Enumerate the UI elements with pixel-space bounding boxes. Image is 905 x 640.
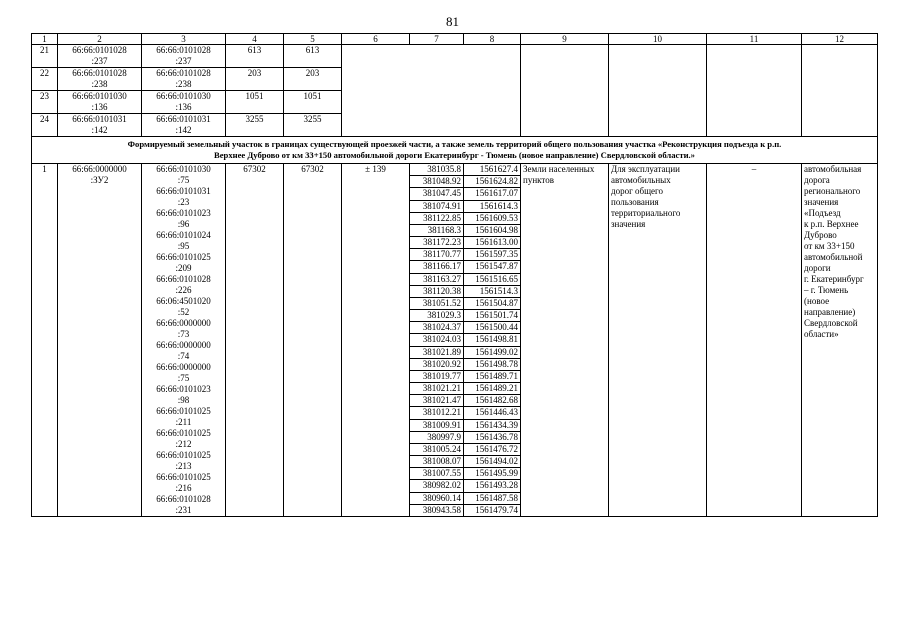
encumbrance-cell: – <box>707 164 802 517</box>
source-plots-cell-line: 66:66:0101024 <box>156 230 211 240</box>
row-number-cell: 1 <box>32 164 58 517</box>
road-name-cell-line: г. Екатеринбург <box>804 274 864 284</box>
source-plots-cell-line: 66:66:0000000 <box>156 340 211 350</box>
empty-cell <box>609 45 707 137</box>
land-plot-table <box>31 33 878 517</box>
coord-y-cell: 1561504.87 <box>464 297 521 309</box>
coord-x-cell: 381047.45 <box>410 188 464 200</box>
column-number: 3 <box>142 34 226 45</box>
source-plots-cell-line: :216 <box>175 483 192 493</box>
coord-x-cell: 381120.38 <box>410 285 464 297</box>
road-name-cell-line: – г. Тюмень <box>804 285 849 295</box>
road-name-cell-line: регионального <box>804 186 861 196</box>
column-number: 9 <box>521 34 609 45</box>
coord-x-cell: 380943.58 <box>410 504 464 516</box>
cadastral-line: 66:66:0101028 <box>72 45 127 55</box>
cadastral-number-cell <box>58 114 142 137</box>
permitted-use-cell-line: автомобильных <box>611 175 671 185</box>
road-name-cell <box>802 164 878 517</box>
coord-x-cell: 381024.03 <box>410 334 464 346</box>
area-cell: 1051 <box>284 91 342 114</box>
coord-x-cell: 381122.85 <box>410 212 464 224</box>
permitted-use-cell-line: территориального <box>611 208 681 218</box>
land-category-cell-line: пунктов <box>523 175 554 185</box>
area-cell: 203 <box>226 68 284 91</box>
land-category-cell-line: Земли населенных <box>523 164 595 174</box>
source-plots-cell-line: 66:66:0101025 <box>156 428 211 438</box>
coord-y-cell: 1561479.74 <box>464 504 521 516</box>
road-name-cell-line: направление) <box>804 307 856 317</box>
permitted-use-cell-line: пользования <box>611 197 659 207</box>
row-number-cell: 24 <box>32 114 58 137</box>
section-title <box>32 137 878 164</box>
coord-y-cell: 1561624.82 <box>464 176 521 188</box>
coord-x-cell: 380982.02 <box>410 480 464 492</box>
cadastral-line: 66:66:0101028 <box>72 68 127 78</box>
road-name-cell-line: (новое <box>804 296 830 306</box>
coord-y-cell: 1561617.07 <box>464 188 521 200</box>
cadastral-line: 66:66:0101030 <box>72 91 127 101</box>
cadastral-line: :142 <box>175 125 192 135</box>
area-cell: 67302 <box>226 164 284 517</box>
coord-x-cell: 381021.89 <box>410 346 464 358</box>
road-name-cell-line: от км 33+150 <box>804 241 855 251</box>
source-plots-cell-line: 66:66:0101028 <box>156 274 211 284</box>
permitted-use-cell-line: значения <box>611 219 646 229</box>
cadastral-number-cell <box>58 45 142 68</box>
source-plots-cell-line: 66:66:0101025 <box>156 252 211 262</box>
source-plots-cell-line: :231 <box>175 505 192 515</box>
coord-x-cell: 381029.3 <box>410 310 464 322</box>
coord-x-cell: 381005.24 <box>410 443 464 455</box>
source-plots-cell-line: 66:66:0101023 <box>156 208 211 218</box>
coord-x-cell: 381021.21 <box>410 383 464 395</box>
permitted-use-cell-line: дорог общего <box>611 186 663 196</box>
cadastral-number-cell-line: 66:66:0000000 <box>72 164 127 174</box>
source-plots-cell-line: :73 <box>177 329 190 339</box>
coord-y-cell: 1561446.43 <box>464 407 521 419</box>
road-name-cell-line: Дуброво <box>804 230 837 240</box>
coord-y-cell: 1561482.68 <box>464 395 521 407</box>
section-title-row <box>32 137 878 164</box>
table-row <box>32 45 878 68</box>
coord-x-cell: 381009.91 <box>410 419 464 431</box>
source-plots-cell-line: 66:66:0101028 <box>156 494 211 504</box>
column-number: 7 <box>410 34 464 45</box>
road-name-cell-line: «Подъезд <box>804 208 841 218</box>
permitted-use-cell-line: Для эксплуатации <box>611 164 680 174</box>
permitted-use-cell <box>609 164 707 517</box>
road-name-cell-line: области» <box>804 329 839 339</box>
coord-x-cell: 381007.55 <box>410 468 464 480</box>
source-plots-cell-line: :98 <box>177 395 190 405</box>
coord-y-cell: 1561516.65 <box>464 273 521 285</box>
coord-y-cell: 1561495.99 <box>464 468 521 480</box>
source-plots-cell-line: 66:66:0101025 <box>156 472 211 482</box>
coord-x-cell: 381024.37 <box>410 322 464 334</box>
coord-x-cell: 380960.14 <box>410 492 464 504</box>
coord-y-cell: 1561489.71 <box>464 370 521 382</box>
coord-x-cell: 381166.17 <box>410 261 464 273</box>
source-plots-cell <box>142 164 226 517</box>
coord-x-cell: 381012.21 <box>410 407 464 419</box>
land-category-cell <box>521 164 609 517</box>
column-number: 8 <box>464 34 521 45</box>
merged-empty-cell <box>342 45 521 137</box>
cadastral-line: :136 <box>91 102 108 112</box>
source-plots-cell-line: 66:66:0101025 <box>156 450 211 460</box>
section-title-line: Формируемый земельный участок в границах существующей проезжей части, а также земель территорий общего пользования участка «Реконструкция подъезда к р.п. <box>127 139 782 149</box>
cadastral-line: 66:66:0101031 <box>156 114 211 124</box>
source-plots-cell-line: 66:66:0000000 <box>156 362 211 372</box>
road-name-cell-line: значения <box>804 197 839 207</box>
table-body <box>32 34 878 517</box>
coord-y-cell: 1561499.02 <box>464 346 521 358</box>
coord-x-cell: 381019.77 <box>410 370 464 382</box>
cadastral-line: :136 <box>175 102 192 112</box>
coord-y-cell: 1561476.72 <box>464 443 521 455</box>
coord-y-cell: 1561547.87 <box>464 261 521 273</box>
coord-y-cell: 1561514.3 <box>464 285 521 297</box>
source-plots-cell-line: :96 <box>177 219 190 229</box>
road-name-cell-line: автомобильная <box>804 164 862 174</box>
source-plot-cell <box>142 91 226 114</box>
area-cell: 613 <box>226 45 284 68</box>
source-plots-cell-line: :75 <box>177 373 190 383</box>
coord-x-cell: 381020.92 <box>410 358 464 370</box>
coord-y-cell: 1561604.98 <box>464 224 521 236</box>
source-plot-cell <box>142 45 226 68</box>
road-name-cell-line: Свердловской <box>804 318 858 328</box>
coord-y-cell: 1561498.78 <box>464 358 521 370</box>
coord-x-cell: 381021.47 <box>410 395 464 407</box>
cadastral-line: :237 <box>175 56 192 66</box>
road-name-cell-line: дорога <box>804 175 830 185</box>
coord-x-cell: 381168.3 <box>410 224 464 236</box>
column-number: 11 <box>707 34 802 45</box>
area-cell: 613 <box>284 45 342 68</box>
row-number-cell: 21 <box>32 45 58 68</box>
cadastral-line: 66:66:0101030 <box>156 91 211 101</box>
empty-cell <box>707 45 802 137</box>
coord-y-cell: 1561613.00 <box>464 237 521 249</box>
cadastral-line: :238 <box>91 79 108 89</box>
column-number: 12 <box>802 34 878 45</box>
source-plots-cell-line: 66:66:0101030 <box>156 164 211 174</box>
cadastral-number-cell <box>58 68 142 91</box>
source-plots-cell-line: :74 <box>177 351 190 361</box>
coord-y-cell: 1561500.44 <box>464 322 521 334</box>
source-plots-cell-line: :75 <box>177 175 190 185</box>
coord-x-cell: 381170.77 <box>410 249 464 261</box>
coord-x-cell: 381172.23 <box>410 237 464 249</box>
column-number: 1 <box>32 34 58 45</box>
cadastral-number-cell <box>58 91 142 114</box>
source-plots-cell-line: :213 <box>175 461 192 471</box>
column-number: 6 <box>342 34 410 45</box>
coord-y-cell: 1561489.21 <box>464 383 521 395</box>
coord-y-cell: 1561436.78 <box>464 431 521 443</box>
coord-y-cell: 1561494.02 <box>464 456 521 468</box>
column-number: 10 <box>609 34 707 45</box>
coord-x-cell: 381048.92 <box>410 176 464 188</box>
source-plots-cell-line: :226 <box>175 285 192 295</box>
source-plots-cell-line: :52 <box>177 307 190 317</box>
coord-y-cell: 1561614.3 <box>464 200 521 212</box>
source-plot-cell <box>142 68 226 91</box>
empty-cell <box>521 45 609 137</box>
row-number-cell: 23 <box>32 91 58 114</box>
row-number-cell: 22 <box>32 68 58 91</box>
coord-x-cell: 381163.27 <box>410 273 464 285</box>
source-plots-cell-line: :95 <box>177 241 190 251</box>
road-name-cell-line: к р.п. Верхнее <box>804 219 859 229</box>
area-cell: 3255 <box>226 114 284 137</box>
road-name-cell-line: дороги <box>804 263 831 273</box>
source-plots-cell-line: 66:66:0101031 <box>156 186 211 196</box>
source-plots-cell-line: 66:06:4501020 <box>156 296 211 306</box>
area-cell: 203 <box>284 68 342 91</box>
coord-x-cell: 381035.8 <box>410 164 464 176</box>
source-plots-cell-line: :212 <box>175 439 192 449</box>
page-number: 81 <box>446 14 459 29</box>
coord-y-cell: 1561498.81 <box>464 334 521 346</box>
area-cell: 1051 <box>226 91 284 114</box>
coord-y-cell: 1561487.58 <box>464 492 521 504</box>
area-cell: 3255 <box>284 114 342 137</box>
source-plots-cell-line: :209 <box>175 263 192 273</box>
coord-y-cell: 1561501.74 <box>464 310 521 322</box>
source-plots-cell-line: 66:66:0101023 <box>156 384 211 394</box>
coord-y-cell: 1561609.53 <box>464 212 521 224</box>
column-number: 4 <box>226 34 284 45</box>
coord-x-cell: 381074.91 <box>410 200 464 212</box>
coord-x-cell: 380997.9 <box>410 431 464 443</box>
empty-cell <box>802 45 878 137</box>
coord-y-cell: 1561597.35 <box>464 249 521 261</box>
source-plots-cell-line: 66:66:0000000 <box>156 318 211 328</box>
source-plot-cell <box>142 114 226 137</box>
area-error-cell: ± 139 <box>342 164 410 517</box>
cadastral-line: 66:66:0101028 <box>156 68 211 78</box>
coordinate-row <box>32 164 878 176</box>
section-title-line: Верхнее Дуброво от км 33+150 автомобильной дороги Екатеринбург - Тюмень (новое направление) Свердловской области.» <box>214 150 695 160</box>
source-plots-cell-line: :211 <box>175 417 192 427</box>
cadastral-line: 66:66:0101031 <box>72 114 127 124</box>
area-cell: 67302 <box>284 164 342 517</box>
cadastral-number-cell <box>58 164 142 517</box>
cadastral-line: :237 <box>91 56 108 66</box>
source-plots-cell-line: 66:66:0101025 <box>156 406 211 416</box>
coord-y-cell: 1561434.39 <box>464 419 521 431</box>
column-number: 5 <box>284 34 342 45</box>
source-plots-cell-line: :23 <box>177 197 190 207</box>
column-number-row <box>32 34 878 45</box>
column-number: 2 <box>58 34 142 45</box>
cadastral-line: 66:66:0101028 <box>156 45 211 55</box>
road-name-cell-line: автомобильной <box>804 252 863 262</box>
cadastral-line: :238 <box>175 79 192 89</box>
coord-x-cell: 381008.07 <box>410 456 464 468</box>
cadastral-number-cell-line: :ЗУ2 <box>90 175 109 185</box>
coord-y-cell: 1561627.4 <box>464 164 521 176</box>
coord-y-cell: 1561493.28 <box>464 480 521 492</box>
coord-x-cell: 381051.52 <box>410 297 464 309</box>
cadastral-line: :142 <box>91 125 108 135</box>
